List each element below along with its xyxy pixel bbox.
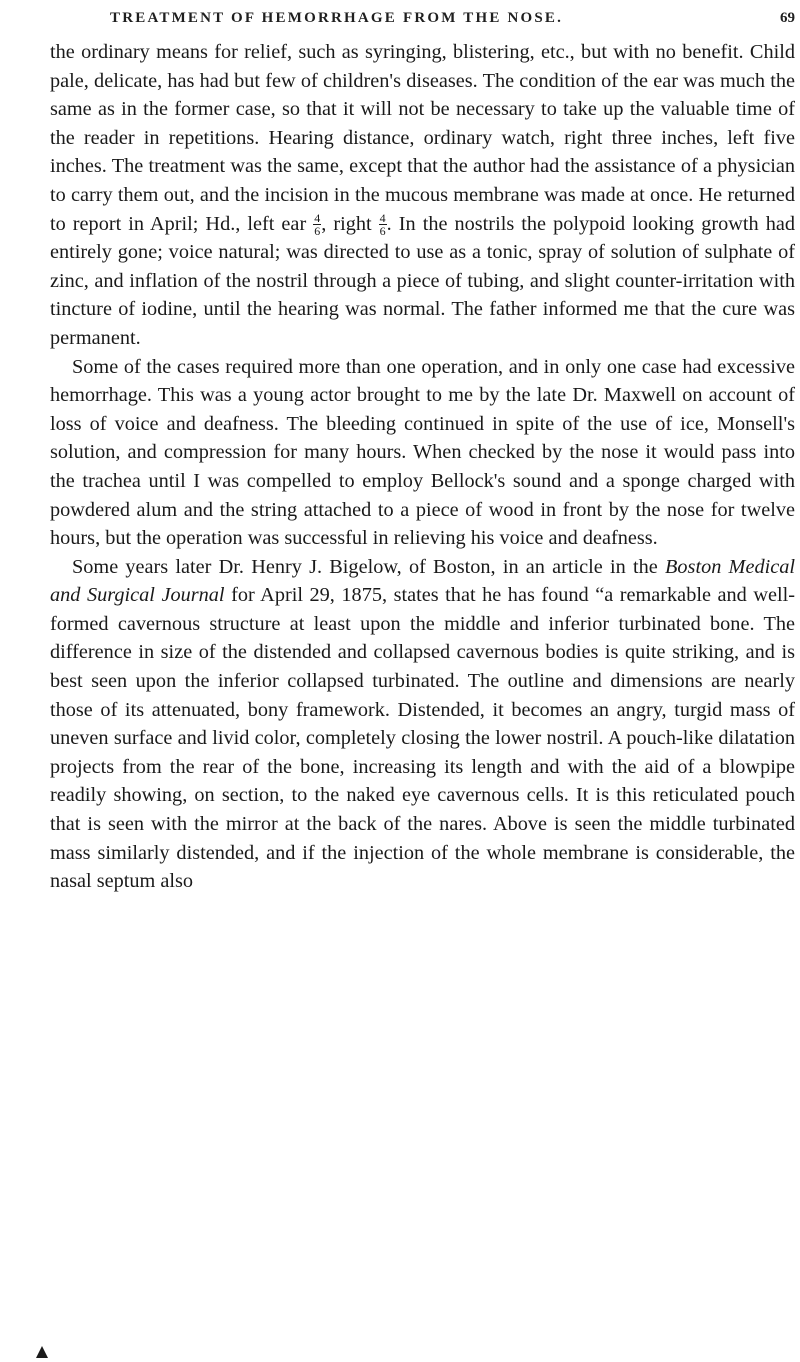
paragraph-text: . In the nostrils the polypoid looking growth had entirely gone; voice natural; was directed to use as a tonic, spray of solution of sulphate of zinc, and inflation of the nostril through a piece of tubing, and slight counter-irritation with tincture of iodine, until the hearing was normal. The father informed me that the cure was permanent. [50, 212, 795, 349]
fraction-denominator: 6 [314, 224, 321, 239]
fraction-right-ear [379, 212, 387, 237]
fraction-denominator: 6 [379, 224, 386, 239]
page-corner-mark [36, 1346, 48, 1358]
paragraph-continuation [50, 38, 795, 353]
fraction-numerator: 4 [379, 211, 386, 226]
paragraph-text: the ordinary means for relief, such as syringing, blistering, etc., but with no benefit. Child pale, delicate, has had but few of children's diseases. The condition of the ear was much the same as in the former case, so that it will not be necessary to take up the valuable time of the reader in repetitions. Hearing distance, ordinary watch, right three inches, left five inches. The treatment was the same, except that the author had the assistance of a physician to carry them out, and the incision in the mucous membrane was made at once. He returned to report in April; Hd., left ear [50, 41, 795, 235]
running-header [60, 10, 795, 36]
paragraph-bigelow [50, 553, 795, 896]
running-title: TREATMENT OF HEMORRHAGE FROM THE NOSE. [110, 10, 564, 26]
paragraph-text: Some of the cases required more than one operation, and in only one case had excessive hemorrhage. This was a young actor brought to me by the late Dr. Maxwell on account of loss of voice and deafness. The bleeding continued in spite of the use of ice, Monsell's solution, and compression for many hours. When checked by the nose it would pass into the trachea until I was compelled to employ Bellock's sound and a sponge charged with powdered alum and the string attached to a piece of wood in front by the nose for twelve hours, but the operation was successful in relieving his voice and deafness. [50, 355, 795, 550]
paragraph-text: Some years later Dr. Henry J. Bigelow, of Boston, in an article in the [72, 555, 658, 578]
paragraph-text: for April 29, 1875, states that he has found “a remarkable and well-formed cavernous structure at least upon the middle and inferior turbinated bone. The difference in size of the distended and collapsed cavernous bodies is quite striking, and is best seen upon the inferior collapsed turbinated. The outline and dimensions are nearly those of its attenuated, bony framework. Distended, it becomes an angry, turgid mass of uneven surface and livid color, completely closing the lower nostril. A pouch-like dilatation projects from the rear of the bone, increasing its length and with the aid of a blowpipe readily showing, on section, to the naked eye cavernous cells. It is this reticulated pouch that is seen with the mirror at the back of the nares. Above is seen the middle turbinated mass similarly distended, and if the injection of the whole membrane is considerable, the nasal septum also [50, 584, 795, 893]
journal-title: Boston Medical and Surgical Journal [50, 555, 796, 607]
paragraph-text: , right [321, 212, 372, 235]
fraction-numerator: 4 [314, 211, 321, 226]
paragraph-cases [50, 353, 795, 553]
body-text [50, 38, 795, 896]
page-number: 69 [780, 10, 795, 26]
